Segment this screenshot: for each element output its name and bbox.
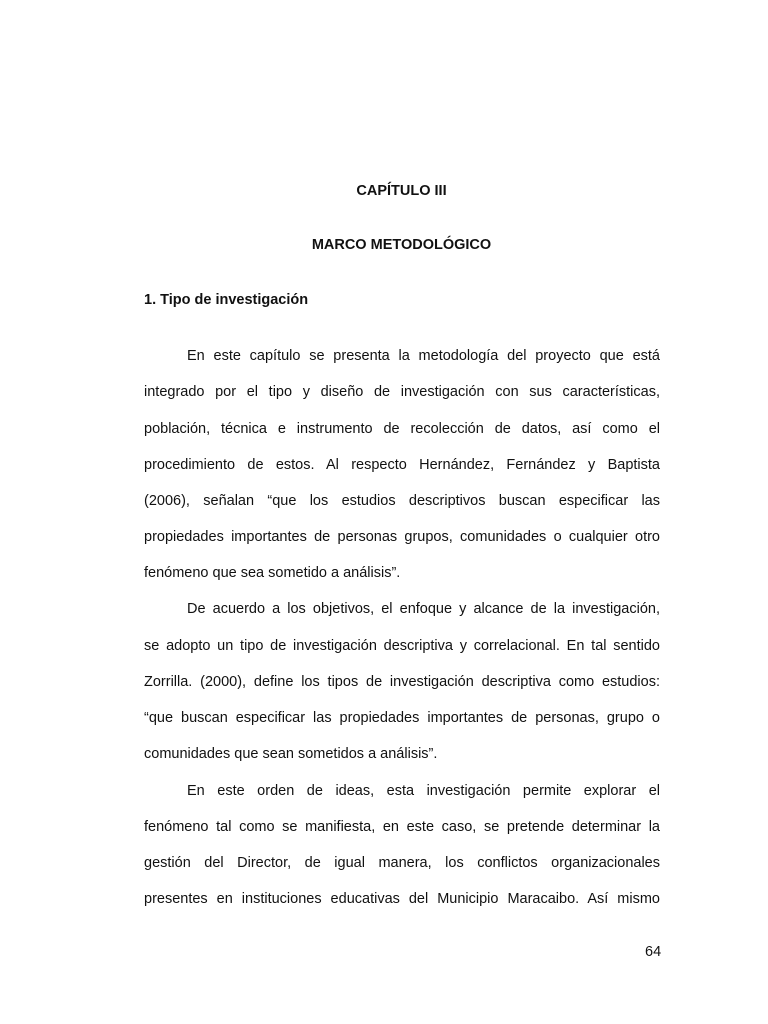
body-line: propiedades importantes de personas grupos, comunidades o cualquier otro xyxy=(144,529,660,545)
body-line: integrado por el tipo y diseño de investigación con sus características, xyxy=(144,384,660,400)
body-line: De acuerdo a los objetivos, el enfoque y alcance de la investigación, xyxy=(187,601,660,617)
body-line: fenómeno que sea sometido a análisis”. xyxy=(144,565,401,581)
body-line: Zorrilla. (2000), define los tipos de investigación descriptiva como estudios: xyxy=(144,674,660,690)
body-line: población, técnica e instrumento de recolección de datos, así como el xyxy=(144,421,660,437)
body-line: En este orden de ideas, esta investigación permite explorar el xyxy=(187,783,660,799)
body-line: En este capítulo se presenta la metodología del proyecto que está xyxy=(187,348,660,364)
body-line: (2006), señalan “que los estudios descriptivos buscan especificar las xyxy=(144,493,660,509)
section-heading: 1. Tipo de investigación xyxy=(144,292,309,308)
chapter-subtitle: MARCO METODOLÓGICO xyxy=(311,237,492,253)
body-line: fenómeno tal como se manifiesta, en este caso, se pretende determinar la xyxy=(144,819,660,835)
body-line: presentes en instituciones educativas del Municipio Maracaibo. Así mismo xyxy=(144,891,660,907)
body-line: gestión del Director, de igual manera, los conflictos organizacionales xyxy=(144,855,660,871)
body-line: “que buscan especificar las propiedades importantes de personas, grupo o xyxy=(144,710,660,726)
body-line: comunidades que sean sometidos a análisis”. xyxy=(144,746,438,762)
body-line: se adopto un tipo de investigación descriptiva y correlacional. En tal sentido xyxy=(144,638,660,654)
body-line: procedimiento de estos. Al respecto Hernández, Fernández y Baptista xyxy=(144,457,660,473)
chapter-title: CAPÍTULO III xyxy=(356,183,447,199)
page-number: 64 xyxy=(645,944,662,960)
